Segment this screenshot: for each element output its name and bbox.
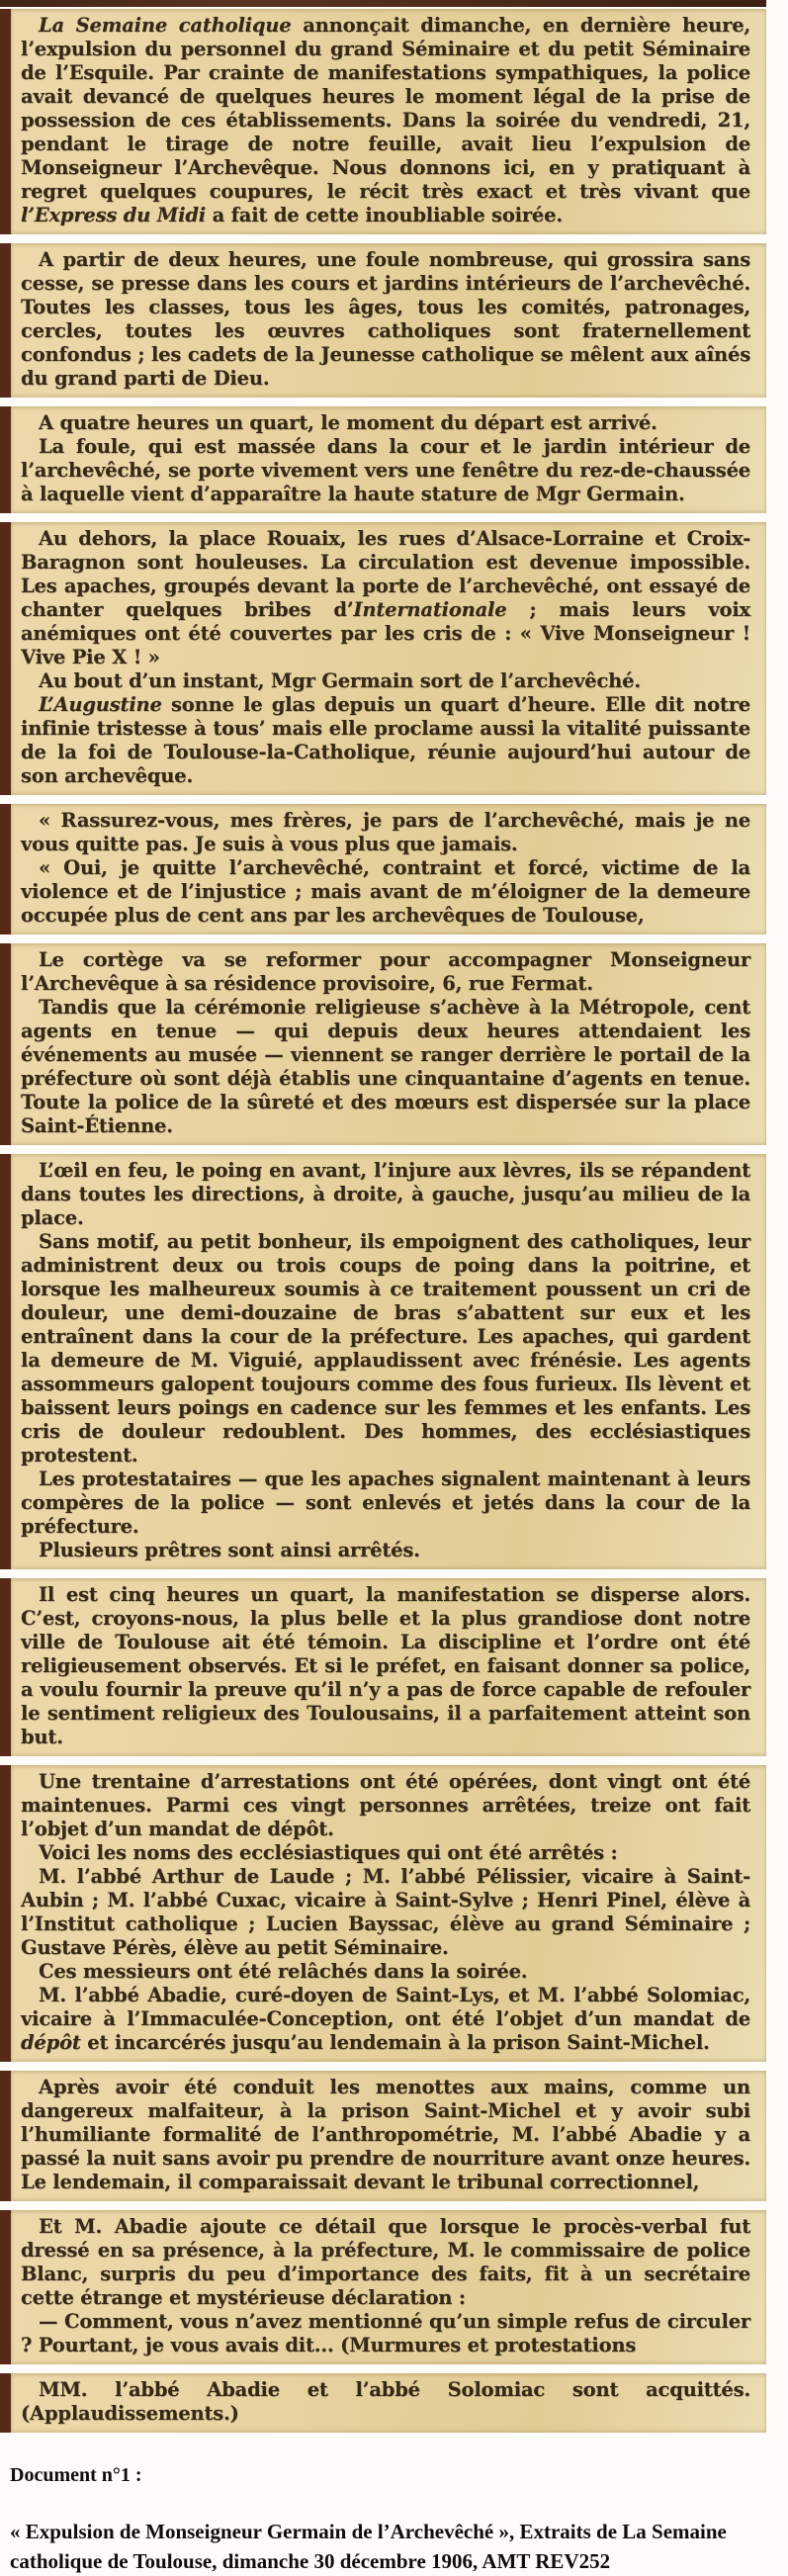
text-segment: MM. l’abbé Abadie et l’abbé Solomiac sont acquittés. (Applaudissements.): [21, 2378, 750, 2425]
text-segment: L’œil en feu, le poing en avant, l’injure aux lèvres, ils se répandent dans toutes les directions, à droite, à gauche, jusqu’au milieu de la place.: [21, 1159, 750, 1229]
article-block: [0, 406, 766, 513]
paragraph: [21, 248, 750, 391]
paragraph: [21, 1230, 750, 1467]
text-segment: Sans motif, au petit bonheur, ils empoignent des catholiques, leur administrent deux ou trois coups de poing dans la poitrine, et lorsque les malheureux soumis à ce traitement poussent un cri de douleur, une demi-douzaine de bras s’abattent sur eux et les entraînent dans la cour de la préfecture. Les apaches, qui gardent la demeure de M. Viguié, applaudissent avec frénésie. Les agents assommeurs galopent toujours comme des fous furieux. Ils lèvent et baissent leurs poings en cadence sur les femmes et les enfants. Les cris de douleur redoublent. Des hommes, des ecclésiastiques protestent.: [21, 1230, 750, 1466]
paragraph: [21, 2310, 750, 2357]
paragraph: [21, 2076, 750, 2194]
paragraph: [21, 1770, 750, 1841]
article-block: [0, 804, 766, 934]
paragraph: [21, 1467, 750, 1539]
article-block: [0, 243, 766, 398]
italic-text-segment: l’Express du Midi: [21, 204, 206, 226]
paragraph: [21, 669, 750, 693]
article-block: [0, 2071, 766, 2201]
text-segment: Tandis que la cérémonie religieuse s’achève à la Métropole, cent agents en tenue — qui depuis deux heures attendaient les événements au musée — viennent se ranger derrière le portail de la préfecture où sont déjà établis une cinquantaine d’agents en tenue. Toute la police de la sûreté et des mœurs est dispersée sur la place Saint-Étienne.: [21, 996, 750, 1137]
article-block: [0, 2373, 766, 2433]
text-segment: annonçait dimanche, en dernière heure, l’expulsion du personnel du grand Séminaire et du petit Séminaire de l’Esquile. Par crainte de manifestations sympathiques, la police avait devancé de quelques heures le moment légal de la prise de possession de ces établissements. Dans la soirée du vendredi, 21, pendant le tirage de notre feuille, avait lieu l’expulsion de Monseigneur l’Archevêque. Nous donnons ici, en y pratiquant à regret quelques coupures, le récit très exact et très vivant que: [21, 14, 750, 203]
italic-text-segment: Internationale: [353, 598, 507, 621]
text-segment: Plusieurs prêtres sont ainsi arrêtés.: [39, 1539, 420, 1561]
text-segment: Voici les noms des ecclésiastiques qui ont été arrêtés :: [39, 1841, 618, 1864]
paragraph: [21, 948, 750, 996]
text-segment: Et M. Abadie ajoute ce détail que lorsque le procès-verbal fut dressé en sa présence, à la préfecture, M. le commissaire de police Blanc, surpris du peu d’importance des faits, fit à un secrétaire cette étrange et mystérieuse déclaration :: [21, 2215, 750, 2309]
text-segment: M. l’abbé Abadie, curé-doyen de Saint-Lys, et M. l’abbé Solomiac, vicaire à l’Immaculée-Conception, ont été l’objet d’un mandat de: [21, 1984, 750, 2030]
paragraph: [21, 411, 750, 435]
paragraph: [21, 14, 750, 227]
text-segment: A quatre heures un quart, le moment du départ est arrivé.: [39, 411, 657, 434]
caption: [0, 2464, 788, 2576]
text-segment: Au bout d’un instant, Mgr Germain sort de l’archevêché.: [39, 669, 641, 692]
text-segment: Ces messieurs ont été relâchés dans la soirée.: [39, 1960, 528, 1983]
paragraph: [21, 2378, 750, 2426]
text-segment: Après avoir été conduit les menottes aux mains, comme un dangereux malfaiteur, à la prison Saint-Michel et y avoir subi l’humiliante formalité de l’anthropométrie, M. l’abbé Abadie y a passé la nuit sans avoir pu prendre de nourriture avant onze heures. Le lendemain, il comparaissait devant le tribunal correctionnel,: [21, 2076, 750, 2193]
italic-text-segment: dépôt: [21, 2031, 81, 2054]
paragraph: [21, 1539, 750, 1562]
paragraph: [21, 1841, 750, 1865]
italic-text-segment: La Semaine catholique: [39, 14, 292, 37]
text-segment: et incarcérés jusqu’au lendemain à la prison Saint-Michel.: [80, 2031, 710, 2054]
scan-top-edge: [0, 0, 766, 7]
text-segment: M. l’abbé Arthur de Laude ; M. l’abbé Pélissier, vicaire à Saint-Aubin ; M. l’abbé Cuxac, vicaire à Saint-Sylve ; Henri Pinel, élève à l’Institut catholique ; Lucien Bayssac, élève au grand Séminaire ; Gustave Pérès, élève au petit Séminaire.: [21, 1865, 750, 1959]
paragraph: [21, 693, 750, 788]
text-segment: a fait de cette inoubliable soirée.: [205, 204, 563, 226]
text-segment: ; mais leurs voix anémiques ont été couvertes par les cris de : « Vive Monseigneur ! Vive Pie X ! »: [21, 598, 750, 668]
paragraph: [21, 435, 750, 506]
article-block: [0, 1578, 766, 1756]
paragraph: [21, 1159, 750, 1230]
text-segment: Une trentaine d’arrestations ont été opérées, dont vingt ont été maintenues. Parmi ces vingt personnes arrêtées, treize ont fait l’objet d’un mandat de dépôt.: [21, 1770, 750, 1840]
article-block: [0, 2210, 766, 2364]
article-blocks: [0, 9, 766, 2433]
text-segment: Le cortège va se reformer pour accompagner Monseigneur l’Archevêque à sa résidence provisoire, 6, rue Fermat.: [21, 948, 750, 995]
italic-text-segment: L’Augustine: [39, 693, 162, 716]
text-segment: A partir de deux heures, une foule nombreuse, qui grossira sans cesse, se presse dans les cours et jardins intérieurs de l’archevêché. Toutes les classes, tous les âges, tous les comités, patronages, cercles, toutes les œuvres catholiques sont fraternellement confondus ; les cadets de la Jeunesse catholique se mêlent aux aînés du grand parti de Dieu.: [21, 248, 750, 390]
document-citation: « Expulsion de Monseigneur Germain de l’Archevêché », Extraits de La Semaine catholique de Toulouse, dimanche 30 décembre 1906, AMT REV252: [10, 2520, 727, 2573]
article-block: [0, 522, 766, 795]
paragraph: [21, 2215, 750, 2310]
paragraph: [21, 1960, 750, 1984]
paragraph: [21, 1865, 750, 1960]
article-block: [0, 1154, 766, 1569]
paragraph: [21, 1984, 750, 2055]
article-block: [0, 9, 766, 234]
paragraph: [21, 856, 750, 928]
text-segment: « Oui, je quitte l’archevêché, contraint et forcé, victime de la violence et de l’injustice ; mais avant de m’éloigner de la demeure occupée plus de cent ans par les archevêques de Toulouse,: [21, 856, 750, 927]
text-segment: « Rassurez-vous, mes frères, je pars de l’archevêché, mais je ne vous quitte pas. Je suis à vous plus que jamais.: [21, 809, 750, 855]
text-segment: La foule, qui est massée dans la cour et le jardin intérieur de l’archevêché, se porte vivement vers une fenêtre du rez-de-chaussée à laquelle vient d’apparaître la haute stature de Mgr Germain.: [21, 435, 750, 505]
article-block: [0, 1765, 766, 2062]
paragraph: [21, 996, 750, 1138]
text-segment: Il est cinq heures un quart, la manifestation se disperse alors. C’est, croyons-nous, la plus belle et la plus grandiose dont notre ville de Toulouse ait été témoin. La discipline et l’ordre ont été religieusement observés. Et si le préfet, en faisant donner sa police, a voulu fournir la preuve qu’il n’y a pas de force capable de refouler le sentiment religieux des Toulousains, il a parfaitement atteint son but.: [21, 1583, 750, 1748]
text-segment: — Comment, vous n’avez mentionné qu’un simple refus de circuler ? Pourtant, je vous avais dit... (Murmures et protestations: [21, 2310, 750, 2356]
text-segment: sonne le glas depuis un quart d’heure. Elle dit notre infinie tristesse à tous’ mais elle proclame aussi la vitalité puissante de la foi de Toulouse-la-Catholique, réunie aujourd’hui autour de son archevêque.: [21, 693, 750, 787]
paragraph: [21, 809, 750, 856]
text-segment: Les protestataires — que les apaches signalent maintenant à leurs compères de la police — sont enlevés et jetés dans la cour de la préfecture.: [21, 1467, 750, 1538]
text-segment: Au dehors, la place Rouaix, les rues d’Alsace-Lorraine et Croix-Baragnon sont houleuses. La circulation est devenue impossible. Les apaches, groupés devant la porte de l’archevêché, ont essayé de chanter quelques bribes d’: [21, 527, 750, 621]
article-block: [0, 943, 766, 1145]
paragraph: [21, 1583, 750, 1749]
paragraph: [21, 527, 750, 669]
document-number-label: Document n°1 :: [10, 2464, 142, 2486]
